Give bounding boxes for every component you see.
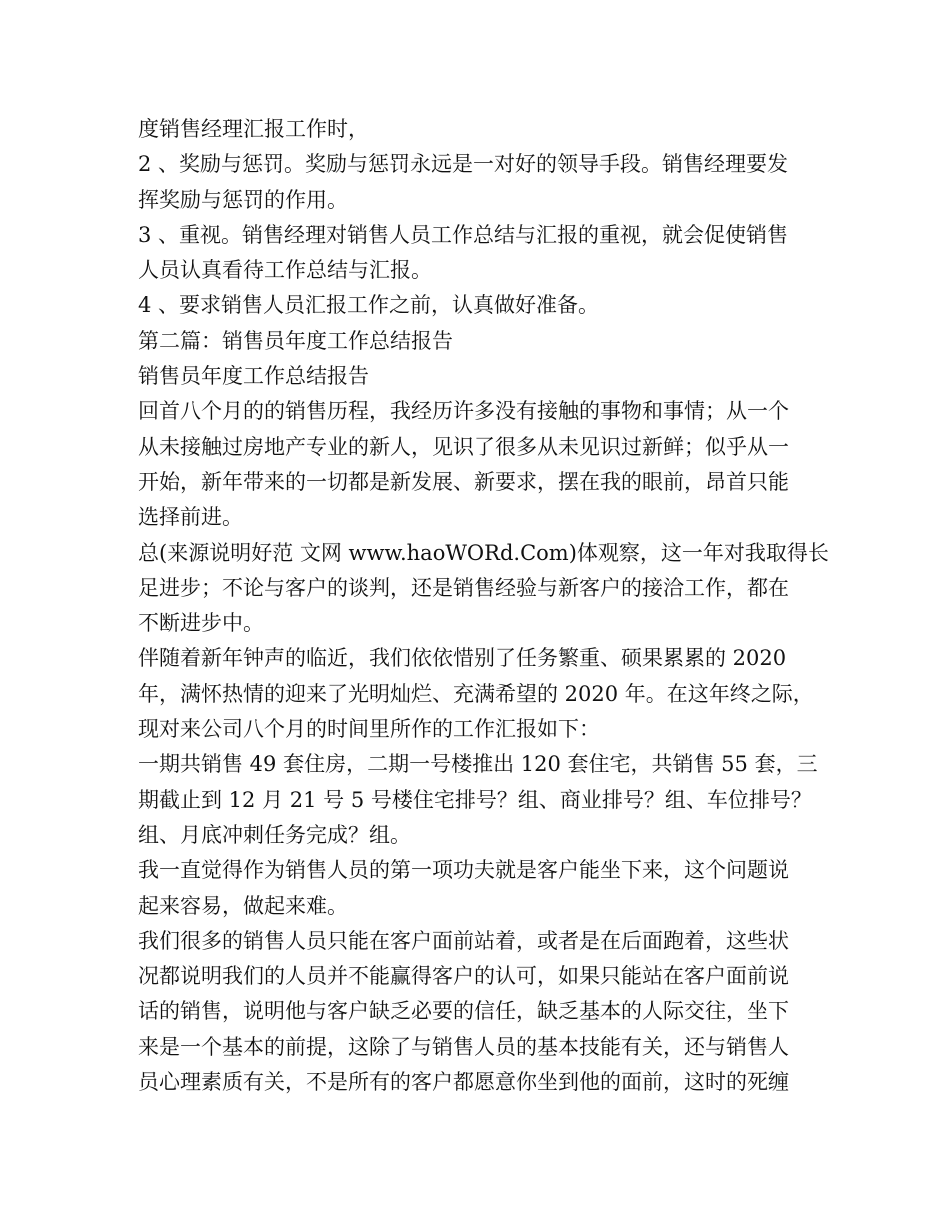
text-line: 总(来源说明好范 文网 www.haoWORd.Com)体观察，这一年对我取得长 [138,540,829,565]
text-line: 足进步；不论与客户的谈判，还是销售经验与新客户的接洽工作，都在 [138,575,789,600]
text-line: 我一直觉得作为销售人员的第一项功夫就是客户能坐下来，这个问题说 [138,858,789,883]
text-line: 一期共销售 49 套住房，二期一号楼推出 120 套住宅，共销售 55 套，三 [138,752,818,777]
text-line: 组、月底冲刺任务完成？组。 [138,822,411,847]
document-body [138,112,838,1100]
text-line: 期截止到 12 月 21 号 5 号楼住宅排号？组、商业排号？组、车位排号？ [138,787,812,812]
text-line: 现对来公司八个月的时间里所作的工作汇报如下： [138,717,600,742]
text-line: 2 、奖励与惩罚。奖励与惩罚永远是一对好的领导手段。销售经理要发 [138,152,789,177]
text-line: 人员认真看待工作总结与汇报。 [138,258,432,283]
text-line: 挥奖励与惩罚的作用。 [138,187,348,212]
text-line: 4 、要求销售人员汇报工作之前，认真做好准备。 [138,293,600,318]
report-title: 销售员年度工作总结报告 [138,364,369,389]
text-line: 员心理素质有关，不是所有的客户都愿意你坐到他的面前，这时的死缠 [138,1070,789,1095]
text-line: 况都说明我们的人员并不能赢得客户的认可，如果只能站在客户面前说 [138,964,789,989]
text-line: 不断进步中。 [138,611,264,636]
text-line: 我们很多的销售人员只能在客户面前站着，或者是在后面跑着，这些状 [138,928,789,953]
text-line: 3 、重视。销售经理对销售人员工作总结与汇报的重视，就会促使销售 [138,222,789,247]
text-line: 度销售经理汇报工作时， [138,117,369,141]
text-line: 从未接触过房地产专业的新人，见识了很多从未见识过新鲜；似乎从一 [138,434,789,459]
text-line: 来是一个基本的前提，这除了与销售人员的基本技能有关，还与销售人 [138,1034,789,1059]
text-line: 选择前进。 [138,505,243,530]
text-line: 话的销售，说明他与客户缺乏必要的信任，缺乏基本的人际交往，坐下 [138,999,789,1024]
section-heading: 第二篇：销售员年度工作总结报告 [138,328,453,353]
text-line: 开始，新年带来的一切都是新发展、新要求，摆在我的眼前，昂首只能 [138,469,789,494]
text-line: 回首八个月的的销售历程，我经历许多没有接触的事物和事情；从一个 [138,399,789,424]
text-line: 起来容易，做起来难。 [138,893,348,918]
text-line: 年，满怀热情的迎来了光明灿烂、充满希望的 2020 年。在这年终之际， [138,681,814,706]
text-line: 伴随着新年钟声的临近，我们依依惜别了任务繁重、硕果累累的 2020 [138,646,787,671]
